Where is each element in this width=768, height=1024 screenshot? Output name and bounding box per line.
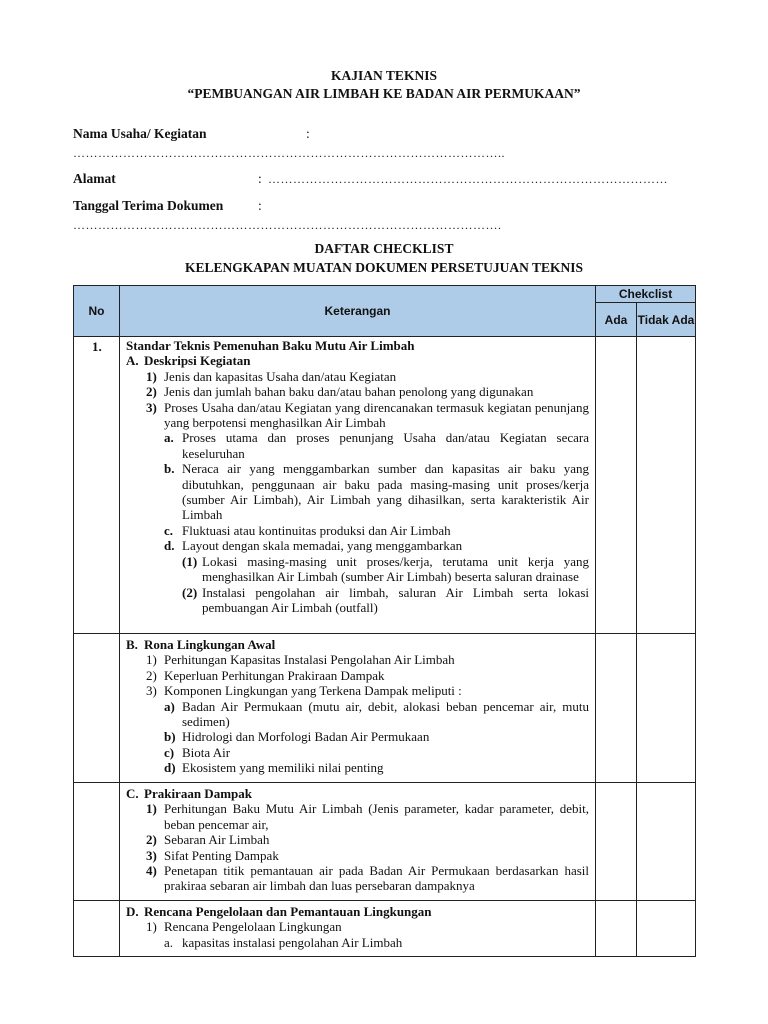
- header-no: No: [74, 286, 120, 337]
- checkbox-ada[interactable]: [596, 337, 637, 634]
- nama-usaha-dots: …………………………………………………………………………………………..: [73, 146, 505, 160]
- table-row: [74, 634, 696, 783]
- row-keterangan-d: [120, 901, 596, 957]
- tanggal-terima-dots: ………………………………………………………………………………………….: [73, 218, 502, 232]
- checkbox-tidak-ada[interactable]: [637, 634, 696, 783]
- section-d-title: D. Rencana Pengelolaan dan Pemantauan Lingkungan: [126, 904, 432, 919]
- main-title: Standar Teknis Pemenuhan Baku Mutu Air Limbah: [126, 338, 415, 353]
- list-item: 3) Komponen Lingkungan yang Terkena Dampak meliputi :: [146, 683, 462, 699]
- table-row: [74, 901, 696, 957]
- list-item: c) Biota Air: [164, 744, 231, 760]
- list-item: 2) Sebaran Air Limbah: [146, 832, 270, 848]
- list-item: d) Ekosistem yang memiliki nilai penting: [164, 760, 384, 776]
- list-item: 1) Perhitungan Baku Mutu Air Limbah (Jenis parameter, kadar parameter, debit, beban pencemar air,: [146, 801, 589, 832]
- list-item: (2) Instalasi pengolahan air limbah, saluran Air Limbah serta lokasi pembuangan Air Limbah (outfall): [182, 584, 589, 615]
- header-keterangan: Keterangan: [120, 286, 596, 337]
- alamat-colon: :: [258, 171, 262, 186]
- row-keterangan-a: [120, 337, 596, 634]
- table-row: [74, 337, 696, 634]
- list-item: 1) Perhitungan Kapasitas Instalasi Pengolahan Air Limbah: [146, 652, 455, 668]
- table-row: [74, 783, 696, 901]
- section-c-title: C. Prakiraan Dampak: [126, 786, 252, 801]
- header-ada: Ada: [596, 303, 637, 337]
- header-tidak-ada: Tidak Ada: [637, 303, 696, 337]
- list-item: b. Neraca air yang menggambarkan sumber dan kapasitas air baku yang dibutuhkan, penggunaan air baku pada masing-masing unit proses/kerja (sumber Air Limbah), Air Limbah yang dihasilkan, serta karakteristik Air Limbah: [164, 461, 589, 523]
- checklist-table: [73, 285, 696, 957]
- checkbox-tidak-ada[interactable]: [637, 901, 696, 957]
- row-keterangan-b: [120, 634, 596, 783]
- nama-usaha-colon: :: [306, 126, 310, 141]
- row-keterangan-c: [120, 783, 596, 901]
- checkbox-tidak-ada[interactable]: [637, 337, 696, 634]
- list-item: d. Layout dengan skala memadai, yang menggambarkan: [164, 538, 463, 554]
- tanggal-terima-colon: :: [258, 198, 262, 213]
- nama-usaha-label: Nama Usaha/ Kegiatan: [73, 126, 207, 141]
- checkbox-tidak-ada[interactable]: [637, 783, 696, 901]
- list-item: 2) Keperluan Perhitungan Prakiraan Dampak: [146, 667, 385, 683]
- list-item: a) Badan Air Permukaan (mutu air, debit, alokasi beban pencemar air, mutu sedimen): [164, 698, 589, 730]
- list-item: (1) Lokasi masing-masing unit proses/kerja, terutama unit kerja yang menghasilkan Air Limbah (sumber Air Limbah) beserta saluran drainase: [182, 553, 589, 585]
- checklist-subtitle: KELENGKAPAN MUATAN DOKUMEN PERSETUJUAN TEKNIS: [184, 260, 584, 275]
- tanggal-terima-label: Tanggal Terima Dokumen: [73, 198, 224, 213]
- checkbox-ada[interactable]: [596, 783, 637, 901]
- checkbox-ada[interactable]: [596, 901, 637, 957]
- section-b-title: B. Rona Lingkungan Awal: [126, 637, 276, 652]
- section-a-title: A. Deskripsi Kegiatan: [126, 353, 251, 369]
- row-number: 1.: [74, 337, 120, 634]
- checkbox-ada[interactable]: [596, 634, 637, 783]
- alamat-label: Alamat: [73, 171, 116, 186]
- header-checklist: Chekclist: [596, 286, 696, 303]
- alamat-dots: ……………………………………………………………………………………: [268, 172, 668, 186]
- list-item: a. kapasitas instalasi pengolahan Air Limbah: [164, 934, 403, 950]
- list-item: 4) Penetapan titik pemantauan air pada Badan Air Permukaan berdasarkan hasil prakiraa sebaran air limbah dan luas persebaran dampaknya: [146, 863, 589, 894]
- document-subtitle: “PEMBUANGAN AIR LIMBAH KE BADAN AIR PERMUKAAN”: [187, 86, 581, 101]
- list-item: c. Fluktuasi atau kontinuitas produksi dan Air Limbah: [164, 522, 451, 538]
- list-item: 3) Sifat Penting Dampak: [146, 847, 279, 863]
- list-item: a. Proses utama dan proses penunjang Usaha dan/atau Kegiatan secara keseluruhan: [164, 430, 589, 461]
- document-title: KAJIAN TEKNIS: [331, 68, 437, 83]
- list-item: 2) Jenis dan jumlah bahan baku dan/atau bahan penolong yang digunakan: [146, 384, 534, 400]
- list-item: 3) Proses Usaha dan/atau Kegiatan yang direncanakan termasuk kegiatan penunjang yang berpotensi menghasilkan Air Limbah: [146, 399, 589, 431]
- list-item: b) Hidrologi dan Morfologi Badan Air Permukaan: [164, 729, 430, 745]
- checklist-title: DAFTAR CHECKLIST: [314, 241, 454, 256]
- list-item: 1) Jenis dan kapasitas Usaha dan/atau Kegiatan: [146, 368, 397, 384]
- list-item: 1) Rencana Pengelolaan Lingkungan: [146, 919, 342, 935]
